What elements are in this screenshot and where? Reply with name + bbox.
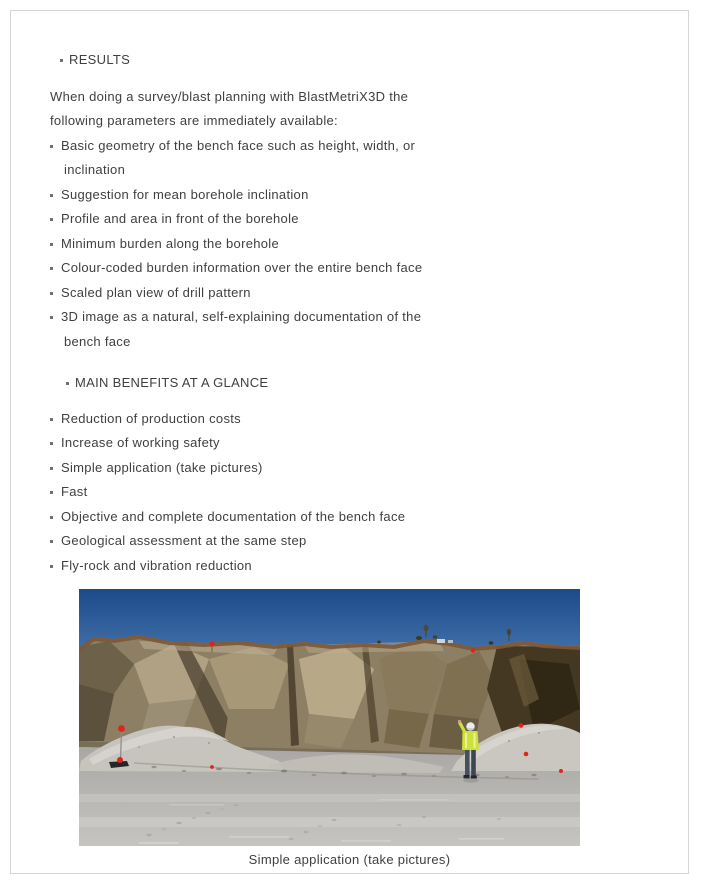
bullet-square-icon bbox=[50, 491, 53, 494]
photo-caption: Simple application (take pictures) bbox=[248, 852, 451, 867]
benefits-heading: MAIN BENEFITS AT A GLANCE bbox=[75, 375, 269, 390]
list-item-line: Colour-coded burden information over the entire bench face bbox=[61, 260, 423, 275]
list-item-line: Objective and complete documentation of the bench face bbox=[61, 508, 406, 524]
page-content bbox=[11, 11, 688, 870]
bullet-square-icon bbox=[50, 467, 53, 470]
results-list bbox=[50, 134, 688, 355]
bullet-square-icon bbox=[50, 516, 53, 519]
list-item bbox=[50, 529, 688, 554]
bullet-square-icon bbox=[60, 59, 63, 62]
list-item-line: Basic geometry of the bench face such as height, width, or bbox=[61, 137, 416, 153]
bullet-square-icon bbox=[50, 243, 53, 246]
list-item-line: inclination bbox=[64, 162, 126, 177]
bullet-square-icon bbox=[50, 442, 53, 445]
list-item-line: Geological assessment at the same step bbox=[61, 533, 307, 548]
list-item bbox=[50, 505, 688, 530]
bullet-square-icon bbox=[50, 292, 53, 295]
benefits-list bbox=[50, 407, 688, 579]
list-item bbox=[50, 554, 688, 579]
list-item bbox=[50, 480, 688, 505]
intro-paragraph bbox=[50, 85, 688, 134]
page-panel bbox=[10, 10, 689, 874]
results-heading-row bbox=[60, 48, 688, 73]
benefits-heading-row bbox=[66, 371, 688, 396]
bullet-square-icon bbox=[50, 218, 53, 221]
intro-line: When doing a survey/blast planning with BlastMetriX3D the bbox=[50, 88, 409, 104]
list-item bbox=[50, 232, 688, 257]
bullet-square-icon bbox=[50, 565, 53, 568]
list-item bbox=[50, 256, 688, 281]
bullet-square-icon bbox=[50, 267, 53, 270]
bullet-square-icon bbox=[50, 145, 53, 148]
list-item-line: Suggestion for mean borehole inclination bbox=[61, 186, 309, 202]
list-item bbox=[50, 207, 688, 232]
bench-face-photo bbox=[79, 589, 580, 846]
bullet-square-icon bbox=[50, 540, 53, 543]
intro-line: following parameters are immediately available: bbox=[50, 113, 338, 128]
list-item-line: Simple application (take pictures) bbox=[61, 459, 263, 475]
list-item bbox=[50, 431, 688, 456]
list-item bbox=[50, 456, 688, 481]
list-item-line: Minimum burden along the borehole bbox=[61, 235, 280, 251]
list-item-line: Reduction of production costs bbox=[61, 410, 241, 426]
list-item-line: Profile and area in front of the borehole bbox=[61, 211, 299, 226]
list-item bbox=[50, 134, 688, 183]
bullet-square-icon bbox=[50, 418, 53, 421]
list-item bbox=[50, 183, 688, 208]
list-item-line: bench face bbox=[64, 333, 131, 349]
bullet-square-icon bbox=[50, 316, 53, 319]
results-heading: RESULTS bbox=[69, 52, 131, 67]
list-item-line: Fly-rock and vibration reduction bbox=[61, 557, 252, 573]
list-item-line: Scaled plan view of drill pattern bbox=[61, 284, 251, 300]
list-item-line: 3D image as a natural, self-explaining documentation of the bbox=[61, 309, 422, 324]
list-item bbox=[50, 305, 688, 354]
list-item-line: Increase of working safety bbox=[61, 435, 220, 450]
list-item-line: Fast bbox=[61, 484, 88, 499]
list-item bbox=[50, 281, 688, 306]
bullet-square-icon bbox=[50, 194, 53, 197]
figure-block bbox=[79, 589, 580, 870]
list-item bbox=[50, 407, 688, 432]
bullet-square-icon bbox=[66, 382, 69, 385]
